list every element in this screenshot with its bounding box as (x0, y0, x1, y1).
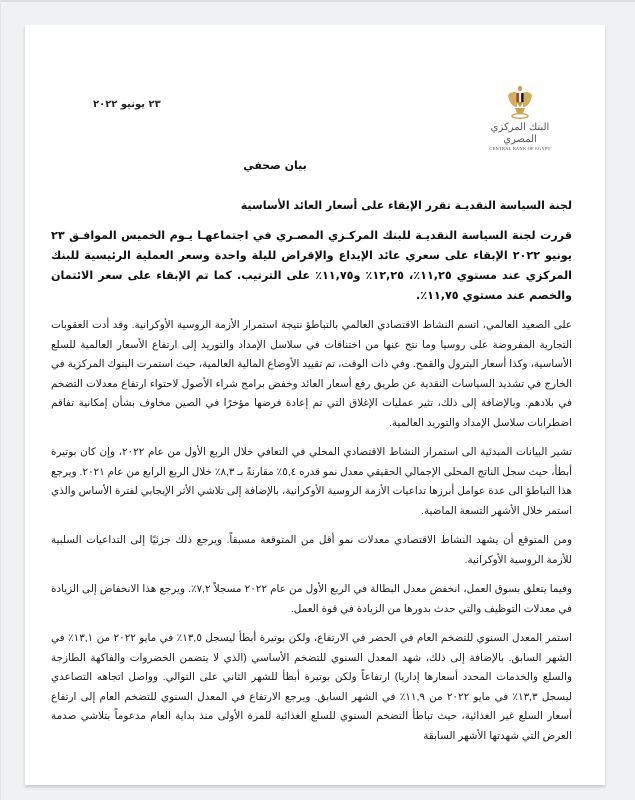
logo-english-name: CENTRAL BANK OF EGYPT (489, 146, 551, 151)
document-date: ٢٣ يونيو ٢٠٢٢ (93, 99, 161, 110)
logo-arabic-name: البنك المركزي المصري (490, 122, 550, 145)
eagle-emblem-icon (506, 85, 534, 121)
document-subtitle: لجنة السياسة النقديـة تقرر الإبقاء على أسعار العائد الأساسية (240, 199, 572, 212)
paragraph-labor-market: وفيما يتعلق بسوق العمل، انخفض معدل البطالة في الربع الأول من عام ٢٠٢٢ مسجلاً ٧,٢٪. ويرجع هذا الانخفاض إلى الزيادة في معدلات التوظيف والتي حدث بدورها من الزيادة في قوة العمل. (51, 584, 573, 615)
paragraph-global-economy: على الصعيد العالمي، اتسم النشاط الاقتصادي العالمي بالتباطؤ نتيجة استمرار الأزمة الروسية الأوكرانية. وقد أدت العقوبات التجارية المفروضة على روسيا وما نتج عنها من اختناقات في سلاسل الإمداد والتوريد إلى ارتفاع الأسعار العالمية للسلع الأساسية، وكذا أسعار البترول والقمح. وفي ذات الوقت، تم تقييد الأوضاع المالية العالمية، حيث استمرت البنوك المركزية في الخارج في تشديد السياسات النقدية عن طريق رفع أسعار العائد وخفض برامج شراء الأصول لاحتواء ارتفاع معدلات التضخم في بلادهم. وبالإضافة إلى ذلك، تثير عمليات الإغلاق التي تم إعادة فرضها مؤخرًا في الصين مخاوف بشأن إمكانية تفاقم اضطرابات سلاسل الإمداد والتوريد العالمية. (51, 320, 572, 429)
paragraph-inflation: استمر المعدل السنوي للتضخم العام في الحضر في الارتفاع، ولكن بوتيرة أبطأ ليسجل ١٣,٥٪ في مايو ٢٠٢٢ من ١٣,١٪ في الشهر السابق. بالإضافة إلى ذلك، شهد المعدل السنوي للتضخم الأساسي (الذي لا يتضمن الخضروات والفاكهة الطازجة والسلع والخدمات المحدد أسعارها إداريا) ارتفاعاً ولكن بوتيرة أبطأ للشهر الثاني على التوالي. وواصل اتجاهه التصاعدي ليسجل ١٣,٣٪ في مايو ٢٠٢٢ من ١١,٩٪ في الشهر السابق. ويرجع الارتفاع في المعدل السنوي للتضخم العام إلى ارتفاع أسعار السلع غير الغذائية، حيث تباطأ التضخم السنوي للسلع الغذائية للمرة الأولى منذ بداية العام مدعوماً بتلاشي صدمة العرض التي شهدتها الأشهر السابقة (51, 633, 572, 742)
document-title: بيان صحفي (243, 159, 307, 172)
document-body (51, 316, 572, 756)
lead-paragraph: قررت لجنة السياسة النقديـة للبنك المركـزي المصـري في اجتماعهـا يـوم الخميس الموافـق ٢٣ يونيو ٢٠٢٢ الإبقاء على سعري عائد الإيداع والإقراض لليلة واحدة وسعر العملية الرئيسية للبنك المركزي عند مستوي ١١,٢٥٪، ١٢,٢٥٪ و١١,٧٥٪ على الترتيب. كما تم الإبقاء على سعر الائتمان والخصم عند مستوي ١١,٧٥٪. (51, 229, 572, 302)
document-viewer[interactable] (1, 2, 635, 800)
paragraph-growth-outlook: ومن المتوقع أن يشهد النشاط الاقتصادي معدلات نمو أقل من المتوقعة مسبقاً. ويرجع ذلك جزئيًا إلى التداعيات السلبية للأزمة الروسية الأوكرانية. (51, 535, 572, 566)
paragraph-domestic-activity: تشير البيانات المبدئية الى استمرار النشاط الاقتصادي المحلي في التعافي خلال الربع الأول من عام ٢٠٢٢، وإن كان بوتيرة أبطأ، حيث سجل الناتج المحلى الإجمالي الحقيقي معدل نمو قدره ٥,٤٪ مقارنةً بـ ٨,٣٪ خلال الربع الرابع من عام ٢٠٢١. ويرجع هذا التباطؤ الى عدة عوامل أبرزها تداعيات الأزمة الروسية الأوكرانية، بالإضافة إلى تلاشي الأثر الإيجابي لفترة الأساس والذي استمر خلال الأشهر التسعة الماضية. (51, 447, 572, 517)
central-bank-logo (480, 85, 560, 151)
document-page (25, 25, 605, 785)
